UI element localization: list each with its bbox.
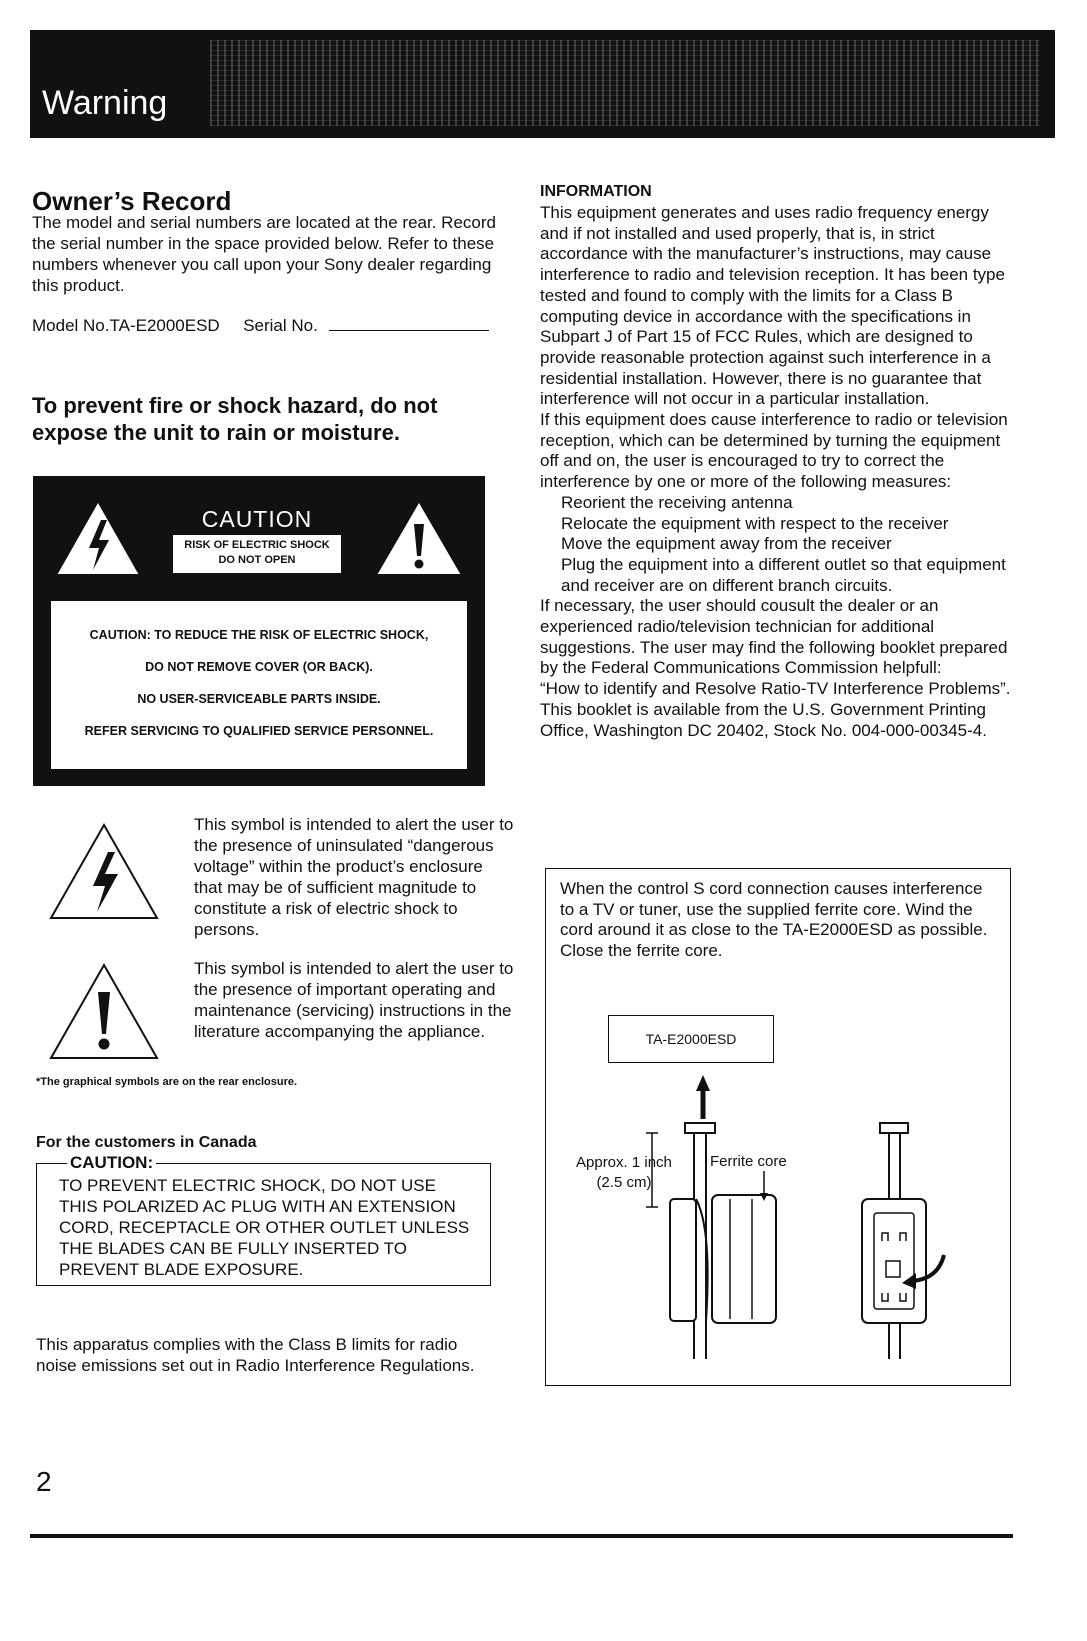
measure-item: Relocate the equipment with respect to the receiver <box>561 513 949 533</box>
bottom-rule <box>30 1534 1013 1538</box>
approx-line-2: (2.5 cm) <box>596 1174 652 1191</box>
caution-line: CAUTION: TO REDUCE THE RISK OF ELECTRIC SHOCK, <box>89 628 429 642</box>
page-number: 2 <box>36 1466 52 1497</box>
caution-line: REFER SERVICING TO QUALIFIED SERVICE PERSONNEL. <box>84 724 434 738</box>
information-paragraph-4: “How to identify and Resolve Ratio-TV Interference Problems”. This booklet is available from the U.S. Government Printing Office, Washington DC 20402, Stock No. 004-000-00345-4. <box>540 679 1011 740</box>
owners-record-body: The model and serial numbers are located at the rear. Record the serial number in the space provided below. Refer to these numbers whenever you call upon your Sony dealer regarding this product. <box>32 213 496 295</box>
caution-label-line1: RISK OF ELECTRIC SHOCK <box>184 539 330 551</box>
exclamation-symbol-text: This symbol is intended to alert the user to the presence of important operating and maintenance (servicing) instructions in the literature accompanying the appliance. <box>194 959 514 1041</box>
device-label-box: TA-E2000ESD <box>608 1015 774 1063</box>
information-title: INFORMATION <box>540 183 652 200</box>
information-paragraph-3: If necessary, the user should cousult the dealer or an experienced radio/television technician for additional suggestions. The user may find the following booklet prepared by the Federal Communications Commission helpfull: <box>540 596 1008 678</box>
measure-item: Move the equipment away from the receiver <box>561 534 892 554</box>
caution-label-title: CAUTION <box>173 503 341 535</box>
canada-caution-label: CAUTION: <box>67 1153 156 1173</box>
ferrite-core-box <box>545 868 1011 1386</box>
serial-label: Serial No. <box>243 316 318 335</box>
owners-record-title: Owner’s Record <box>32 186 232 216</box>
caution-label-line2: DO NOT OPEN <box>218 554 296 566</box>
caution-instructions <box>51 601 467 769</box>
information-body <box>540 203 1020 741</box>
caution-line: DO NOT REMOVE COVER (OR BACK). <box>145 660 373 674</box>
approx-line-1: Approx. 1 inch <box>576 1154 672 1171</box>
page-title: Warning <box>42 84 168 122</box>
hazard-warning: To prevent fire or shock hazard, do not expose the unit to rain or moisture. <box>32 393 438 445</box>
caution-line: NO USER-SERVICEABLE PARTS INSIDE. <box>137 692 381 706</box>
ferrite-core-illustration <box>546 869 1010 1385</box>
information-paragraph-1: This equipment generates and uses radio frequency energy and if not installed and used properly, that is, in strict accordance with the manufacturer’s instructions, may cause interference to radio and television reception. It has been type tested and found to comply with the limits for a Class B computing device in accordance with the specifications in Subpart J of Part 15 of FCC Rules, which are designed to provide reasonable protection against such interference in a residential installation. However, there is no guarantee that interference will not occur in a particular installation. <box>540 203 1005 409</box>
measure-item: Plug the equipment into a different outlet so that equipment and receiver are on different branch circuits. <box>561 554 1006 595</box>
model-number: Model No.TA-E2000ESD <box>32 316 220 335</box>
ferrite-core-text: When the control S cord connection causes interference to a TV or tuner, use the supplied ferrite core. Wind the cord around it as close to the TA-E2000ESD as possible. Close the ferrite core. <box>560 879 988 961</box>
compliance-text: This apparatus complies with the Class B limits for radio noise emissions set out in Radio Interference Regulations. <box>36 1335 475 1375</box>
serial-number-blank <box>329 316 489 331</box>
lightning-warning-icon <box>53 498 143 578</box>
exclamation-warning-icon <box>373 498 465 578</box>
header-band <box>30 30 1055 138</box>
measure-item: Reorient the receiving antenna <box>561 492 793 512</box>
lightning-symbol-text: This symbol is intended to alert the user to the presence of uninsulated “dangerous voltage” within the product’s enclosure that may be of sufficient magnitude to constitute a risk of electric shock to persons. <box>194 815 514 939</box>
canada-title: For the customers in Canada <box>36 1134 257 1151</box>
caution-label-box <box>171 501 343 575</box>
exclamation-symbol-icon <box>48 962 160 1062</box>
information-paragraph-2: If this equipment does cause interference to radio or television reception, which can be determined by turning the equipment off and on, the user is encouraged to try to correct the interference by one or more of the following measures: <box>540 410 1008 492</box>
symbols-footnote: *The graphical symbols are on the rear enclosure. <box>36 1076 298 1088</box>
canada-caution-text: TO PREVENT ELECTRIC SHOCK, DO NOT USE THIS POLARIZED AC PLUG WITH AN EXTENSION CORD, RECEPTACLE OR OTHER OUTLET UNLESS THE BLADES CAN BE FULLY INSERTED TO PREVENT BLADE EXPOSURE. <box>59 1176 470 1279</box>
model-serial-line <box>32 316 489 336</box>
lightning-symbol-icon <box>48 822 160 922</box>
ferrite-core-label: Ferrite core <box>710 1153 787 1170</box>
caution-label-panel <box>33 476 485 786</box>
canada-caution-box <box>36 1153 491 1286</box>
header-texture <box>210 40 1040 126</box>
